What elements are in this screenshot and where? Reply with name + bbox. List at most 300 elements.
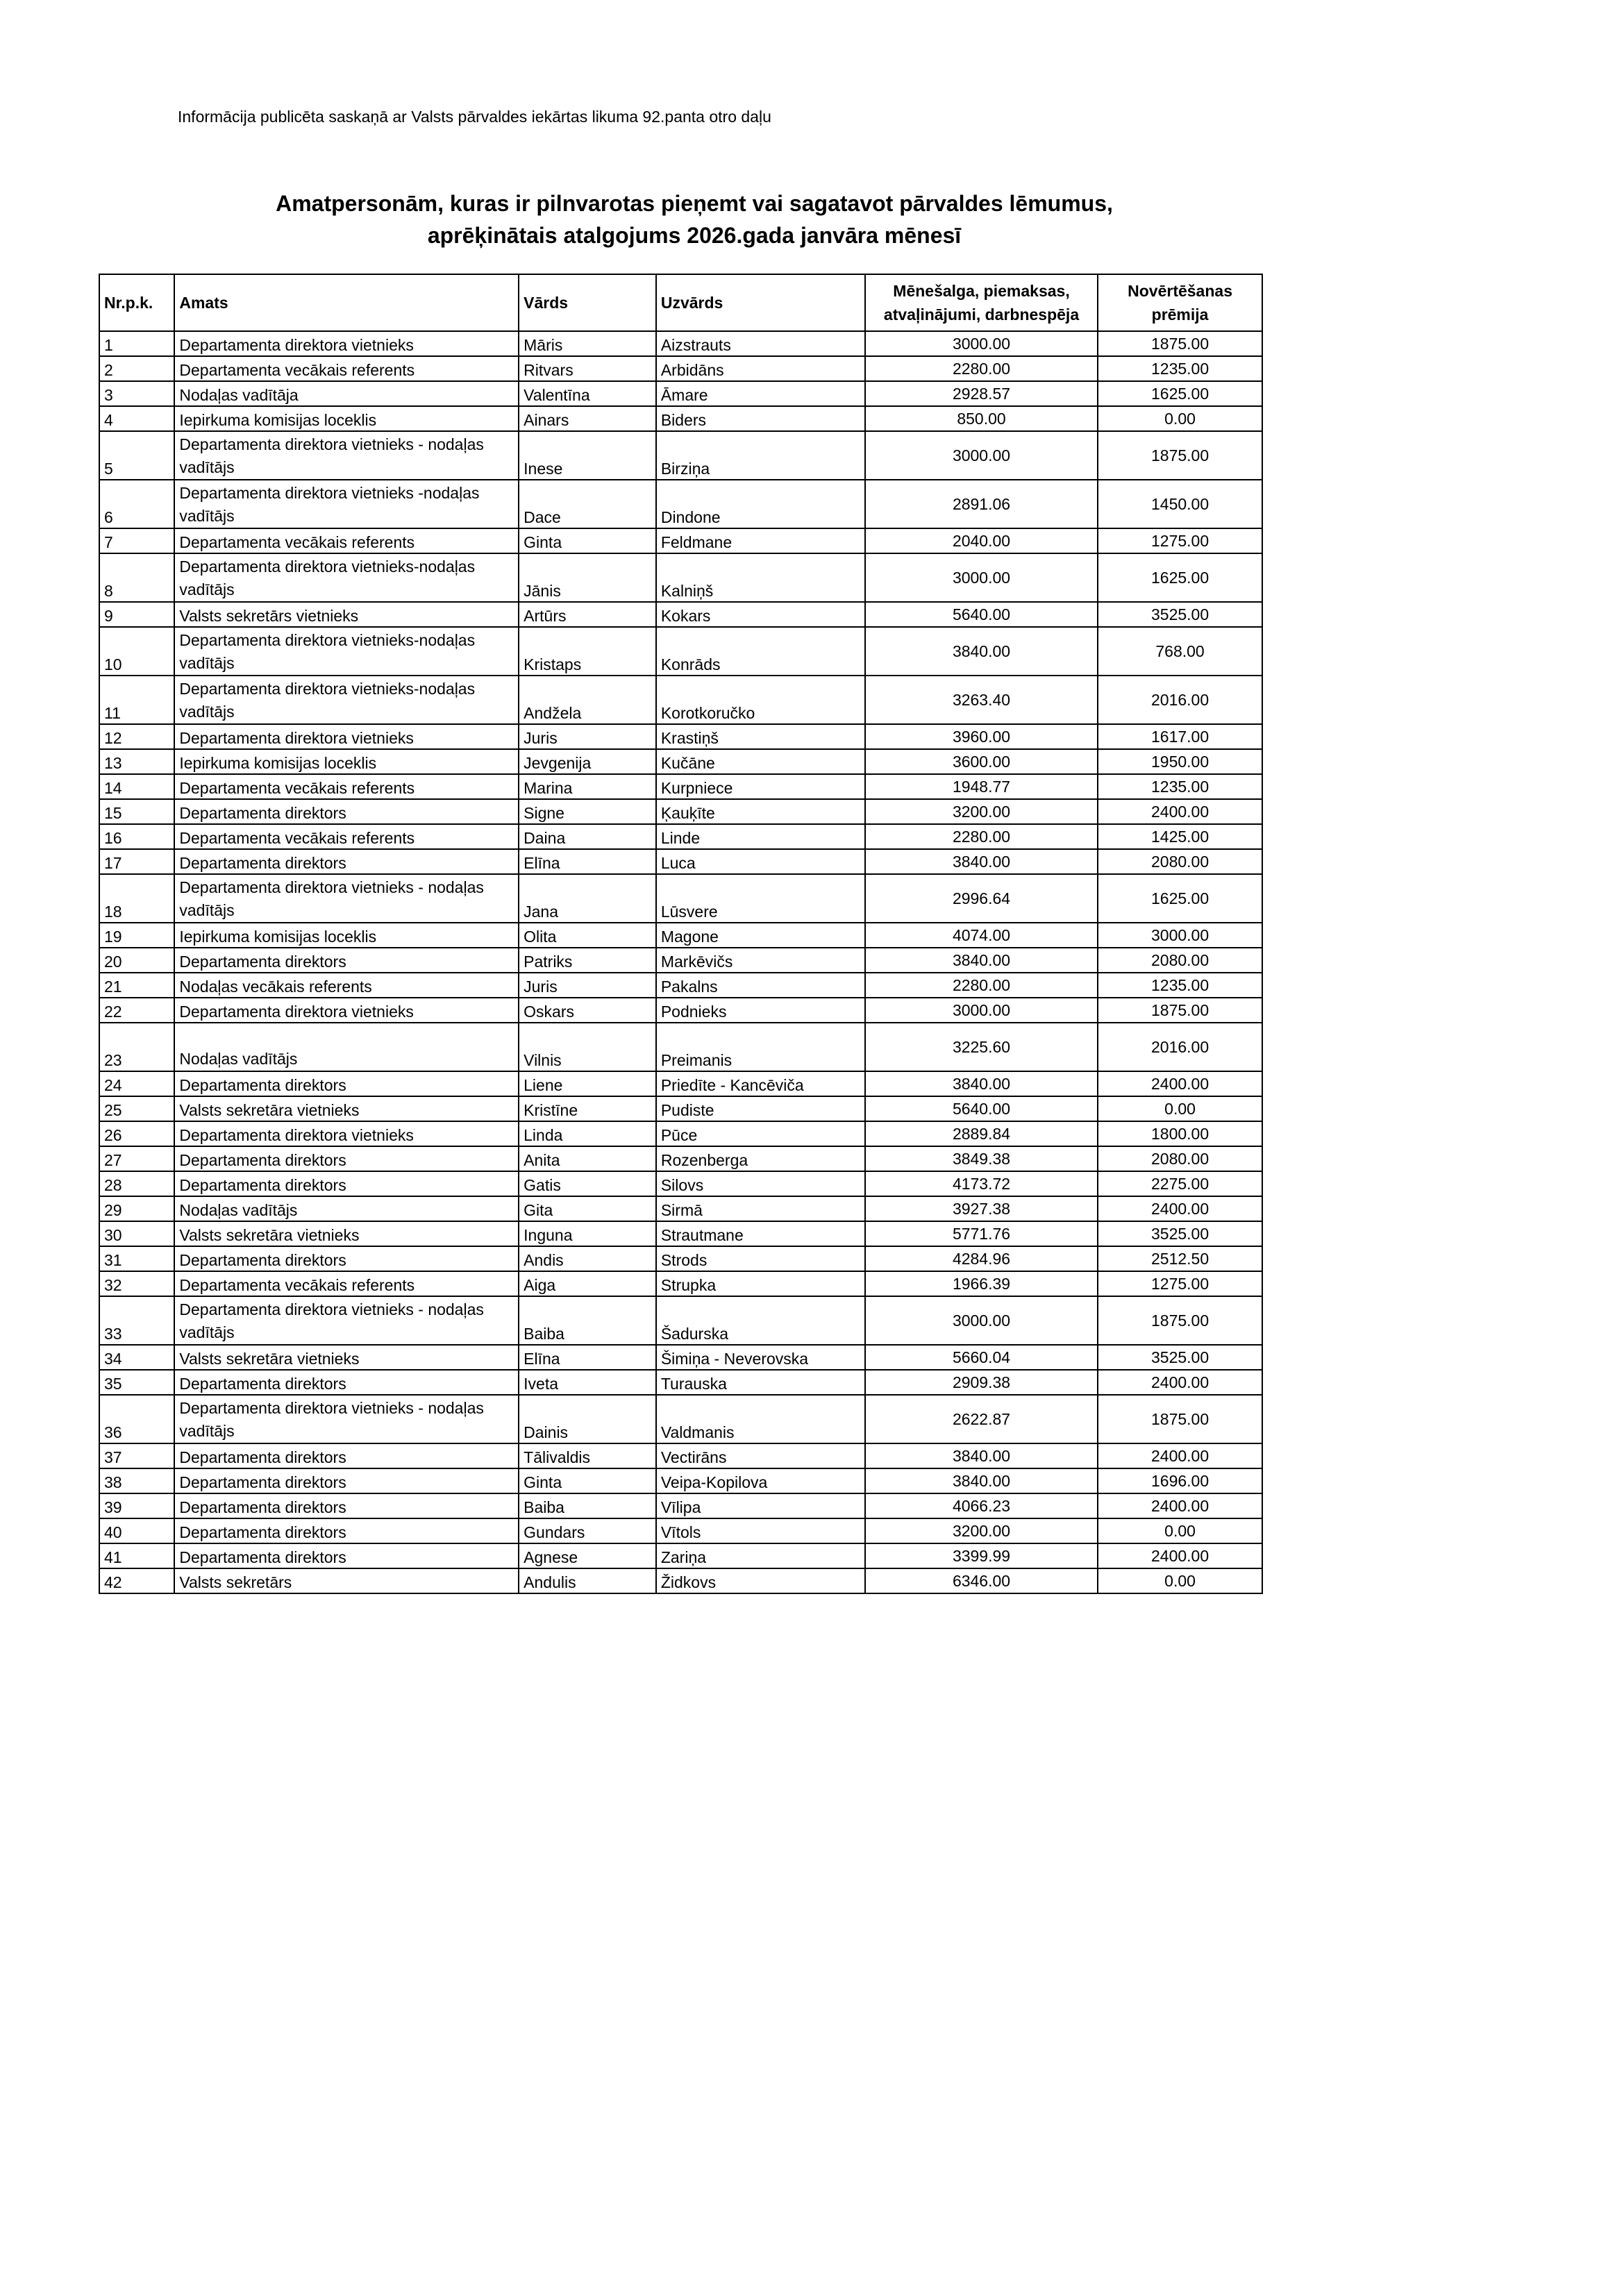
cell-amats: Iepirkuma komisijas loceklis xyxy=(174,406,519,431)
cell-alga: 2280.00 xyxy=(865,824,1098,849)
table-row xyxy=(99,528,1262,553)
cell-uzvards: Kalniņš xyxy=(656,553,865,602)
cell-uzvards: Arbidāns xyxy=(656,356,865,381)
cell-nr: 23 xyxy=(99,1023,174,1071)
cell-uzvards: Priedīte - Kancēviča xyxy=(656,1071,865,1096)
cell-vards: Signe xyxy=(519,799,656,824)
table-row xyxy=(99,602,1262,627)
table-row xyxy=(99,1246,1262,1271)
cell-vards: Andis xyxy=(519,1246,656,1271)
table-row xyxy=(99,406,1262,431)
cell-uzvards: Ķauķīte xyxy=(656,799,865,824)
cell-alga: 3200.00 xyxy=(865,799,1098,824)
cell-premija: 0.00 xyxy=(1098,406,1262,431)
cell-premija: 2016.00 xyxy=(1098,1023,1262,1071)
cell-premija: 2400.00 xyxy=(1098,799,1262,824)
cell-nr: 26 xyxy=(99,1121,174,1146)
cell-uzvards: Markēvičs xyxy=(656,948,865,973)
cell-premija: 1625.00 xyxy=(1098,553,1262,602)
cell-nr: 15 xyxy=(99,799,174,824)
cell-uzvards: Pudiste xyxy=(656,1096,865,1121)
cell-nr: 37 xyxy=(99,1443,174,1468)
cell-vards: Juris xyxy=(519,973,656,998)
cell-nr: 6 xyxy=(99,480,174,528)
header-premija: Novērtēšanas prēmija xyxy=(1098,274,1262,331)
cell-alga: 2889.84 xyxy=(865,1121,1098,1146)
cell-alga: 3225.60 xyxy=(865,1023,1098,1071)
cell-alga: 3399.99 xyxy=(865,1543,1098,1568)
cell-nr: 34 xyxy=(99,1345,174,1370)
cell-amats: Departamenta direktora vietnieks-nodaļas vadītājs xyxy=(174,553,519,602)
cell-uzvards: Dindone xyxy=(656,480,865,528)
cell-uzvards: Strautmane xyxy=(656,1221,865,1246)
cell-premija: 0.00 xyxy=(1098,1568,1262,1593)
cell-uzvards: Veipa-Kopilova xyxy=(656,1468,865,1493)
cell-alga: 4284.96 xyxy=(865,1246,1098,1271)
cell-nr: 11 xyxy=(99,676,174,724)
cell-premija: 2400.00 xyxy=(1098,1493,1262,1518)
cell-vards: Inese xyxy=(519,431,656,480)
cell-vards: Gita xyxy=(519,1196,656,1221)
cell-nr: 32 xyxy=(99,1271,174,1296)
cell-alga: 2040.00 xyxy=(865,528,1098,553)
table-row xyxy=(99,724,1262,749)
cell-premija: 2400.00 xyxy=(1098,1443,1262,1468)
cell-vards: Oskars xyxy=(519,998,656,1023)
cell-nr: 13 xyxy=(99,749,174,774)
table-header-row xyxy=(99,274,1262,331)
table-row xyxy=(99,1568,1262,1593)
cell-uzvards: Vītols xyxy=(656,1518,865,1543)
cell-vards: Kristaps xyxy=(519,627,656,676)
cell-nr: 18 xyxy=(99,874,174,923)
header-note: Informācija publicēta saskaņā ar Valsts pārvaldes iekārtas likuma 92.panta otro daļu xyxy=(178,108,771,126)
cell-premija: 1235.00 xyxy=(1098,356,1262,381)
cell-premija: 2080.00 xyxy=(1098,1146,1262,1171)
cell-amats: Valsts sekretārs vietnieks xyxy=(174,602,519,627)
cell-alga: 6346.00 xyxy=(865,1568,1098,1593)
cell-vards: Inguna xyxy=(519,1221,656,1246)
cell-premija: 1875.00 xyxy=(1098,998,1262,1023)
cell-uzvards: Kurpniece xyxy=(656,774,865,799)
cell-alga: 850.00 xyxy=(865,406,1098,431)
cell-alga: 3840.00 xyxy=(865,1443,1098,1468)
cell-premija: 1800.00 xyxy=(1098,1121,1262,1146)
cell-alga: 3000.00 xyxy=(865,431,1098,480)
cell-uzvards: Birziņa xyxy=(656,431,865,480)
cell-premija: 2400.00 xyxy=(1098,1370,1262,1395)
cell-amats: Departamenta vecākais referents xyxy=(174,1271,519,1296)
table-row xyxy=(99,676,1262,724)
cell-nr: 28 xyxy=(99,1171,174,1196)
header-amats: Amats xyxy=(174,274,519,331)
cell-alga: 2622.87 xyxy=(865,1395,1098,1443)
page-title xyxy=(97,187,1291,251)
cell-alga: 3849.38 xyxy=(865,1146,1098,1171)
cell-amats: Departamenta vecākais referents xyxy=(174,528,519,553)
cell-premija: 2080.00 xyxy=(1098,948,1262,973)
cell-premija: 1617.00 xyxy=(1098,724,1262,749)
cell-vards: Jānis xyxy=(519,553,656,602)
cell-premija: 2016.00 xyxy=(1098,676,1262,724)
cell-amats: Departamenta direktors xyxy=(174,1146,519,1171)
cell-uzvards: Vīlipa xyxy=(656,1493,865,1518)
table-row xyxy=(99,774,1262,799)
table-row xyxy=(99,627,1262,676)
cell-alga: 3200.00 xyxy=(865,1518,1098,1543)
cell-uzvards: Aizstrauts xyxy=(656,331,865,356)
cell-nr: 33 xyxy=(99,1296,174,1345)
table-row xyxy=(99,1171,1262,1196)
cell-uzvards: Kučāne xyxy=(656,749,865,774)
cell-amats: Departamenta direktora vietnieks -nodaļas vadītājs xyxy=(174,480,519,528)
cell-amats: Nodaļas vecākais referents xyxy=(174,973,519,998)
cell-premija: 1950.00 xyxy=(1098,749,1262,774)
cell-premija: 1275.00 xyxy=(1098,1271,1262,1296)
cell-amats: Departamenta direktors xyxy=(174,1443,519,1468)
cell-alga: 5771.76 xyxy=(865,1221,1098,1246)
cell-uzvards: Vectirāns xyxy=(656,1443,865,1468)
cell-vards: Dace xyxy=(519,480,656,528)
cell-alga: 5640.00 xyxy=(865,602,1098,627)
cell-amats: Valsts sekretāra vietnieks xyxy=(174,1221,519,1246)
cell-alga: 3840.00 xyxy=(865,1071,1098,1096)
cell-alga: 5660.04 xyxy=(865,1345,1098,1370)
cell-premija: 3525.00 xyxy=(1098,1221,1262,1246)
cell-premija: 1425.00 xyxy=(1098,824,1262,849)
cell-alga: 2280.00 xyxy=(865,356,1098,381)
cell-nr: 29 xyxy=(99,1196,174,1221)
table-row xyxy=(99,1121,1262,1146)
cell-nr: 5 xyxy=(99,431,174,480)
cell-nr: 17 xyxy=(99,849,174,874)
cell-premija: 1235.00 xyxy=(1098,973,1262,998)
cell-premija: 1235.00 xyxy=(1098,774,1262,799)
cell-uzvards: Šadurska xyxy=(656,1296,865,1345)
cell-alga: 4066.23 xyxy=(865,1493,1098,1518)
cell-nr: 1 xyxy=(99,331,174,356)
cell-nr: 14 xyxy=(99,774,174,799)
table-row xyxy=(99,480,1262,528)
cell-amats: Departamenta direktora vietnieks-nodaļas vadītājs xyxy=(174,627,519,676)
cell-amats: Departamenta direktora vietnieks xyxy=(174,1121,519,1146)
cell-amats: Departamenta direktora vietnieks - nodaļas vadītājs xyxy=(174,1296,519,1345)
cell-uzvards: Korotkoručko xyxy=(656,676,865,724)
cell-amats: Valsts sekretārs xyxy=(174,1568,519,1593)
cell-nr: 25 xyxy=(99,1096,174,1121)
cell-nr: 12 xyxy=(99,724,174,749)
cell-vards: Valentīna xyxy=(519,381,656,406)
cell-nr: 21 xyxy=(99,973,174,998)
cell-vards: Elīna xyxy=(519,1345,656,1370)
cell-uzvards: Šimiņa - Neverovska xyxy=(656,1345,865,1370)
cell-premija: 0.00 xyxy=(1098,1096,1262,1121)
table-body xyxy=(99,331,1262,1593)
cell-alga: 4173.72 xyxy=(865,1171,1098,1196)
cell-amats: Departamenta direktors xyxy=(174,1246,519,1271)
table-row xyxy=(99,1023,1262,1071)
cell-vards: Kristīne xyxy=(519,1096,656,1121)
cell-nr: 22 xyxy=(99,998,174,1023)
cell-vards: Andulis xyxy=(519,1568,656,1593)
cell-uzvards: Podnieks xyxy=(656,998,865,1023)
cell-alga: 3000.00 xyxy=(865,553,1098,602)
table-row xyxy=(99,1345,1262,1370)
table-row xyxy=(99,431,1262,480)
cell-amats: Departamenta direktora vietnieks - nodaļas vadītājs xyxy=(174,874,519,923)
table-row xyxy=(99,948,1262,973)
cell-premija: 1875.00 xyxy=(1098,431,1262,480)
table-row xyxy=(99,381,1262,406)
cell-nr: 9 xyxy=(99,602,174,627)
cell-nr: 31 xyxy=(99,1246,174,1271)
cell-vards: Patriks xyxy=(519,948,656,973)
cell-nr: 36 xyxy=(99,1395,174,1443)
cell-premija: 0.00 xyxy=(1098,1518,1262,1543)
cell-vards: Olita xyxy=(519,923,656,948)
cell-alga: 3840.00 xyxy=(865,948,1098,973)
cell-uzvards: Konrāds xyxy=(656,627,865,676)
cell-vards: Daina xyxy=(519,824,656,849)
table-row xyxy=(99,1196,1262,1221)
cell-uzvards: Krastiņš xyxy=(656,724,865,749)
salary-table xyxy=(99,274,1263,1594)
cell-alga: 2909.38 xyxy=(865,1370,1098,1395)
cell-nr: 24 xyxy=(99,1071,174,1096)
cell-alga: 1948.77 xyxy=(865,774,1098,799)
table-row xyxy=(99,1395,1262,1443)
table-row xyxy=(99,1443,1262,1468)
table-row xyxy=(99,1543,1262,1568)
cell-alga: 2928.57 xyxy=(865,381,1098,406)
cell-nr: 41 xyxy=(99,1543,174,1568)
cell-amats: Departamenta direktors xyxy=(174,799,519,824)
table-row xyxy=(99,1493,1262,1518)
table-row xyxy=(99,998,1262,1023)
cell-nr: 42 xyxy=(99,1568,174,1593)
cell-uzvards: Rozenberga xyxy=(656,1146,865,1171)
cell-uzvards: Silovs xyxy=(656,1171,865,1196)
cell-uzvards: Luca xyxy=(656,849,865,874)
cell-vards: Iveta xyxy=(519,1370,656,1395)
cell-uzvards: Turauska xyxy=(656,1370,865,1395)
cell-alga: 5640.00 xyxy=(865,1096,1098,1121)
cell-premija: 3000.00 xyxy=(1098,923,1262,948)
cell-amats: Departamenta direktora vietnieks - nodaļas vadītājs xyxy=(174,431,519,480)
cell-amats: Iepirkuma komisijas loceklis xyxy=(174,749,519,774)
cell-alga: 3840.00 xyxy=(865,1468,1098,1493)
cell-uzvards: Sirmā xyxy=(656,1196,865,1221)
header-alga: Mēnešalga, piemaksas, atvaļinājumi, darbnespēja xyxy=(865,274,1098,331)
table-row xyxy=(99,1271,1262,1296)
table-row xyxy=(99,749,1262,774)
cell-vards: Elīna xyxy=(519,849,656,874)
cell-vards: Jana xyxy=(519,874,656,923)
cell-amats: Departamenta direktors xyxy=(174,1171,519,1196)
cell-amats: Departamenta direktors xyxy=(174,1071,519,1096)
cell-premija: 1875.00 xyxy=(1098,1296,1262,1345)
cell-uzvards: Feldmane xyxy=(656,528,865,553)
cell-alga: 3600.00 xyxy=(865,749,1098,774)
cell-premija: 2400.00 xyxy=(1098,1196,1262,1221)
table-row xyxy=(99,553,1262,602)
cell-premija: 3525.00 xyxy=(1098,1345,1262,1370)
cell-amats: Departamenta vecākais referents xyxy=(174,356,519,381)
cell-vards: Jevgenija xyxy=(519,749,656,774)
cell-alga: 4074.00 xyxy=(865,923,1098,948)
cell-vards: Aiga xyxy=(519,1271,656,1296)
title-line-1: Amatpersonām, kuras ir pilnvarotas pieņemt vai sagatavot pārvaldes lēmumus, xyxy=(276,191,1113,216)
cell-uzvards: Lūsvere xyxy=(656,874,865,923)
table-row xyxy=(99,1370,1262,1395)
cell-nr: 19 xyxy=(99,923,174,948)
title-line-2: aprēķinātais atalgojums 2026.gada janvāra mēnesī xyxy=(427,223,962,248)
cell-amats: Valsts sekretāra vietnieks xyxy=(174,1096,519,1121)
cell-vards: Ginta xyxy=(519,1468,656,1493)
cell-premija: 2275.00 xyxy=(1098,1171,1262,1196)
cell-uzvards: Linde xyxy=(656,824,865,849)
cell-vards: Anita xyxy=(519,1146,656,1171)
cell-nr: 20 xyxy=(99,948,174,973)
cell-amats: Departamenta direktors xyxy=(174,1468,519,1493)
cell-vards: Artūrs xyxy=(519,602,656,627)
cell-vards: Gundars xyxy=(519,1518,656,1543)
cell-nr: 38 xyxy=(99,1468,174,1493)
cell-amats: Departamenta vecākais referents xyxy=(174,824,519,849)
table-row xyxy=(99,331,1262,356)
cell-nr: 10 xyxy=(99,627,174,676)
cell-premija: 1450.00 xyxy=(1098,480,1262,528)
cell-amats: Nodaļas vadītājs xyxy=(174,1196,519,1221)
cell-uzvards: Strods xyxy=(656,1246,865,1271)
cell-vards: Baiba xyxy=(519,1296,656,1345)
cell-premija: 2512.50 xyxy=(1098,1246,1262,1271)
cell-nr: 35 xyxy=(99,1370,174,1395)
cell-premija: 2400.00 xyxy=(1098,1071,1262,1096)
cell-vards: Tālivaldis xyxy=(519,1443,656,1468)
cell-alga: 3927.38 xyxy=(865,1196,1098,1221)
cell-amats: Nodaļas vadītāja xyxy=(174,381,519,406)
cell-alga: 3840.00 xyxy=(865,627,1098,676)
cell-vards: Ritvars xyxy=(519,356,656,381)
header-vards: Vārds xyxy=(519,274,656,331)
cell-amats: Departamenta vecākais referents xyxy=(174,774,519,799)
table-row xyxy=(99,1071,1262,1096)
cell-amats: Departamenta direktora vietnieks-nodaļas vadītājs xyxy=(174,676,519,724)
cell-alga: 3840.00 xyxy=(865,849,1098,874)
cell-premija: 2400.00 xyxy=(1098,1543,1262,1568)
table-row xyxy=(99,1096,1262,1121)
cell-vards: Dainis xyxy=(519,1395,656,1443)
cell-vards: Agnese xyxy=(519,1543,656,1568)
cell-uzvards: Biders xyxy=(656,406,865,431)
cell-vards: Vilnis xyxy=(519,1023,656,1071)
cell-uzvards: Pakalns xyxy=(656,973,865,998)
table-row xyxy=(99,824,1262,849)
table-row xyxy=(99,1146,1262,1171)
cell-nr: 30 xyxy=(99,1221,174,1246)
cell-nr: 40 xyxy=(99,1518,174,1543)
cell-alga: 3000.00 xyxy=(865,998,1098,1023)
cell-nr: 3 xyxy=(99,381,174,406)
cell-amats: Departamenta direktors xyxy=(174,948,519,973)
cell-uzvards: Kokars xyxy=(656,602,865,627)
cell-nr: 39 xyxy=(99,1493,174,1518)
cell-uzvards: Preimanis xyxy=(656,1023,865,1071)
cell-amats: Departamenta direktora vietnieks xyxy=(174,998,519,1023)
cell-uzvards: Strupka xyxy=(656,1271,865,1296)
cell-premija: 2080.00 xyxy=(1098,849,1262,874)
table-row xyxy=(99,1518,1262,1543)
cell-vards: Marina xyxy=(519,774,656,799)
cell-vards: Liene xyxy=(519,1071,656,1096)
cell-uzvards: Magone xyxy=(656,923,865,948)
cell-amats: Departamenta direktors xyxy=(174,1370,519,1395)
cell-uzvards: Zariņa xyxy=(656,1543,865,1568)
cell-vards: Baiba xyxy=(519,1493,656,1518)
cell-vards: Māris xyxy=(519,331,656,356)
table-row xyxy=(99,874,1262,923)
header-nr: Nr.p.k. xyxy=(99,274,174,331)
cell-amats: Departamenta direktora vietnieks xyxy=(174,724,519,749)
cell-alga: 3000.00 xyxy=(865,1296,1098,1345)
cell-amats: Departamenta direktors xyxy=(174,1518,519,1543)
table-row xyxy=(99,1221,1262,1246)
cell-vards: Juris xyxy=(519,724,656,749)
cell-vards: Andžela xyxy=(519,676,656,724)
table-row xyxy=(99,973,1262,998)
table-row xyxy=(99,849,1262,874)
cell-nr: 7 xyxy=(99,528,174,553)
cell-vards: Ginta xyxy=(519,528,656,553)
table-row xyxy=(99,1468,1262,1493)
cell-amats: Departamenta direktora vietnieks xyxy=(174,331,519,356)
cell-premija: 1625.00 xyxy=(1098,381,1262,406)
table-row xyxy=(99,1296,1262,1345)
cell-alga: 2996.64 xyxy=(865,874,1098,923)
table-row xyxy=(99,923,1262,948)
cell-premija: 1625.00 xyxy=(1098,874,1262,923)
cell-uzvards: Pūce xyxy=(656,1121,865,1146)
cell-nr: 16 xyxy=(99,824,174,849)
cell-premija: 1875.00 xyxy=(1098,331,1262,356)
table-row xyxy=(99,799,1262,824)
cell-nr: 2 xyxy=(99,356,174,381)
cell-nr: 27 xyxy=(99,1146,174,1171)
cell-amats: Iepirkuma komisijas loceklis xyxy=(174,923,519,948)
cell-premija: 768.00 xyxy=(1098,627,1262,676)
table-row xyxy=(99,356,1262,381)
cell-vards: Gatis xyxy=(519,1171,656,1196)
cell-alga: 3000.00 xyxy=(865,331,1098,356)
cell-uzvards: Židkovs xyxy=(656,1568,865,1593)
cell-uzvards: Āmare xyxy=(656,381,865,406)
cell-alga: 2891.06 xyxy=(865,480,1098,528)
cell-amats: Nodaļas vadītājs xyxy=(174,1023,519,1071)
cell-vards: Ainars xyxy=(519,406,656,431)
cell-amats: Departamenta direktors xyxy=(174,849,519,874)
cell-uzvards: Valdmanis xyxy=(656,1395,865,1443)
cell-alga: 2280.00 xyxy=(865,973,1098,998)
cell-alga: 1966.39 xyxy=(865,1271,1098,1296)
cell-premija: 3525.00 xyxy=(1098,602,1262,627)
cell-alga: 3960.00 xyxy=(865,724,1098,749)
header-uzvards: Uzvārds xyxy=(656,274,865,331)
cell-nr: 8 xyxy=(99,553,174,602)
cell-premija: 1696.00 xyxy=(1098,1468,1262,1493)
cell-premija: 1875.00 xyxy=(1098,1395,1262,1443)
cell-amats: Departamenta direktors xyxy=(174,1493,519,1518)
